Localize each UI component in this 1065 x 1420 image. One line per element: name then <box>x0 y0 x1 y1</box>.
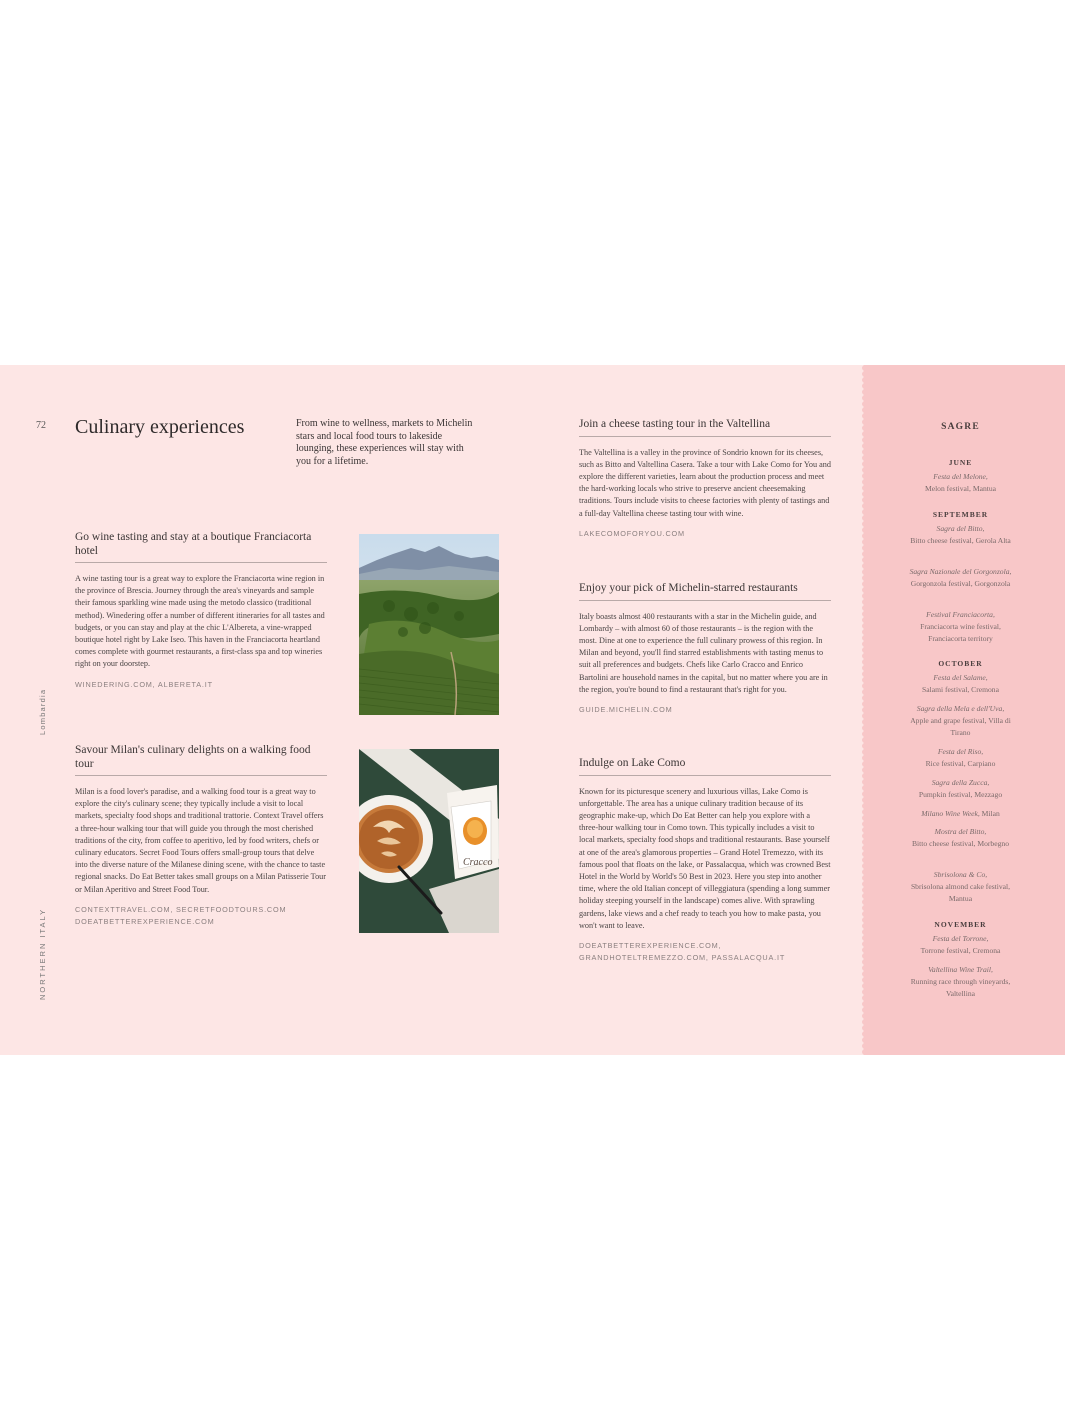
coffee-photo <box>359 749 499 933</box>
link-text[interactable]: DOEATBETTEREXPERIENCE.COM, <box>579 940 722 950</box>
festival-entry: Sagra della Mela e dell'Uva, Apple and grape festival, Villa di Tirano <box>910 704 1011 737</box>
section-heading: Go wine tasting and stay at a boutique Franciacorta hotel <box>75 531 327 563</box>
festival-entry: Sagra del Bitto, Bitto cheese festival, Gerola Alta <box>910 524 1011 545</box>
festival-entry: Festa del Riso, Rice festival, Carpiano <box>925 747 996 768</box>
section-body: Italy boasts almost 400 restaurants with a star in the Michelin guide, and Lombardy – with almost 60 of those restaurants – is the region with the most. Dine at one to experience the full culinary prowess of this region. In Milan and beyond, you'll find starred establishments with tasting menus to suit all preferences and budgets. Chefs like Carlo Cracco and Enrico Bartolini are household names in the capital, but no matter where you are in the region, you're bound to find a restaurant that's right for you. <box>579 611 828 694</box>
photo-plate-text: Cracco <box>463 857 493 868</box>
section-links <box>75 904 327 928</box>
link-text[interactable]: LAKECOMOFORYOU.COM <box>579 528 685 538</box>
section-michelin <box>579 582 831 716</box>
page-number: 72 <box>36 420 46 431</box>
region-running-head: Lombardia <box>38 688 47 735</box>
link-text[interactable]: DOEATBETTEREXPERIENCE.COM <box>75 916 215 926</box>
book-spread <box>0 365 1065 1055</box>
month-heading: JUNE <box>948 458 973 467</box>
festival-entry: Festa del Salame, Salami festival, Cremona <box>922 673 999 694</box>
section-heading: Join a cheese tasting tour in the Valtellina <box>579 418 831 437</box>
link-text[interactable]: WINEDERING.COM, ALBERETA.IT <box>75 679 213 689</box>
festival-entry: Mostra del Bitto, Bitto cheese festival, Morbegno <box>911 827 1009 848</box>
sagre-title: SAGRE <box>941 422 980 432</box>
section-lake-como <box>579 757 831 964</box>
month-heading: SEPTEMBER <box>932 510 989 519</box>
vineyard-photo <box>359 534 499 715</box>
section-body: Known for its picturesque scenery and luxurious villas, Lake Como is unforgettable. The area has a unique culinary tradition because of its geographic make-up, which Do Eat Better can help you explore with a three-hour walking tour in Como town. This typically includes a visit to local markets, specialty food shops and traditional restaurants. Base yourself at one of the area's glamorous properties – Grand Hotel Tremezzo, with its famous pool that floats on the lake, or Passalacqua, which was crowned Best Hotel in the World by World's 50 Best in 2023. Here you step into another time, where the old Italian concept of villeggiatura (spending a long summer holiday steeping yourself in the landscape) comes alive. With sprawling gardens, lake views and a chef ready to teach you how to make pasta, you won't want to leave. <box>579 786 831 930</box>
page-title: Culinary experiences <box>75 416 245 438</box>
intro-text: From wine to wellness, markets to Michelin stars and local food tours to lakeside lounging, these experiences will stay with you for a lifetime. <box>296 418 473 467</box>
section-links <box>579 940 831 964</box>
country-running-head: NORTHERN ITALY <box>38 907 47 1000</box>
section-heading: Enjoy your pick of Michelin-starred restaurants <box>579 582 831 601</box>
link-text[interactable]: CONTEXTTRAVEL.COM, SECRETFOODTOURS.COM <box>75 904 287 914</box>
festival-entry: Milano Wine Week, Milan <box>921 809 1000 818</box>
festival-entry: Valtellina Wine Trail, Running race through vineyards, Valtellina <box>910 965 1011 998</box>
section-body: The Valtellina is a valley in the province of Sondrio known for its cheeses, such as Bitto and Valtellina Casera. Take a tour with Lake Como for You and explore the different varieties, learn about the production process and meet the hard-working locals who strive to preserve ancient cheesemaking traditions. Tours include visits to cheese factories with plenty of tastings and a full-day Valtellina cheese tasting tour with wine. <box>579 447 831 518</box>
month-heading: OCTOBER <box>938 659 983 668</box>
section-heading: Indulge on Lake Como <box>579 757 831 776</box>
festival-entry: Festa del Torrone, Torrone festival, Cremona <box>920 934 1001 955</box>
section-body: A wine tasting tour is a great way to explore the Franciacorta wine region in the province of Brescia. Journey through the area's vineyards and sample their famous sparkling wine made using the metodo classico (traditional method). Winedering offer a number of different itineraries for all tastes and budgets, or you can stay and play at the chic L'Albereta, a vine-wrapped boutique hotel right by Lake Iseo. This haven in the Franciacorta heartland comes complete with gourmet restaurants, a first-class spa and top wineries right on your doorstep. <box>75 574 325 669</box>
festival-entry: Sbrisolona & Co, Sbrisolona almond cake festival, Mantua <box>910 870 1011 903</box>
section-cheese-tour <box>579 418 831 540</box>
section-links <box>579 704 831 716</box>
link-text[interactable]: GUIDE.MICHELIN.COM <box>579 704 673 714</box>
section-links <box>75 679 327 691</box>
festival-entry: Sagra della Zucca, Pumpkin festival, Mezzago <box>918 778 1003 799</box>
section-body: Milan is a food lover's paradise, and a walking food tour is a great way to explore the city's culinary scene; they typically include a visit to local markets, specialty food shops and traditional trattorie. Context Travel offers a three-hour walking tour that will guide you through the most cherished traditions of the city, from coffee to aperitivo, led by food writers, chefs or culinary educators. Secret Food Tours offers small-group tours that delve into the diverse nature of the Milanese dining scene, with the chance to taste regional snacks. Do Eat Better takes small groups on a Milan Patisserie Tour or Milan Aperitivo and Street Food Tour. <box>75 787 326 894</box>
section-links <box>579 528 831 540</box>
section-wine-tasting <box>75 531 327 691</box>
festival-entry: Festa del Melone, Melon festival, Mantua <box>924 472 997 493</box>
section-heading: Savour Milan's culinary delights on a walking food tour <box>75 744 327 776</box>
month-heading: NOVEMBER <box>934 920 987 929</box>
festival-entry: Festival Franciacorta, Franciacorta wine festival, Franciacorta territory <box>920 610 1001 643</box>
link-text[interactable]: GRANDHOTELTREMEZZO.COM, PASSALACQUA.IT <box>579 952 786 962</box>
festival-entry: Sagra Nazionale del Gorgonzola, Gorgonzola festival, Gorgonzola <box>909 567 1012 588</box>
section-walking-food-tour <box>75 744 327 928</box>
sagre-sidebar <box>864 365 1065 1055</box>
